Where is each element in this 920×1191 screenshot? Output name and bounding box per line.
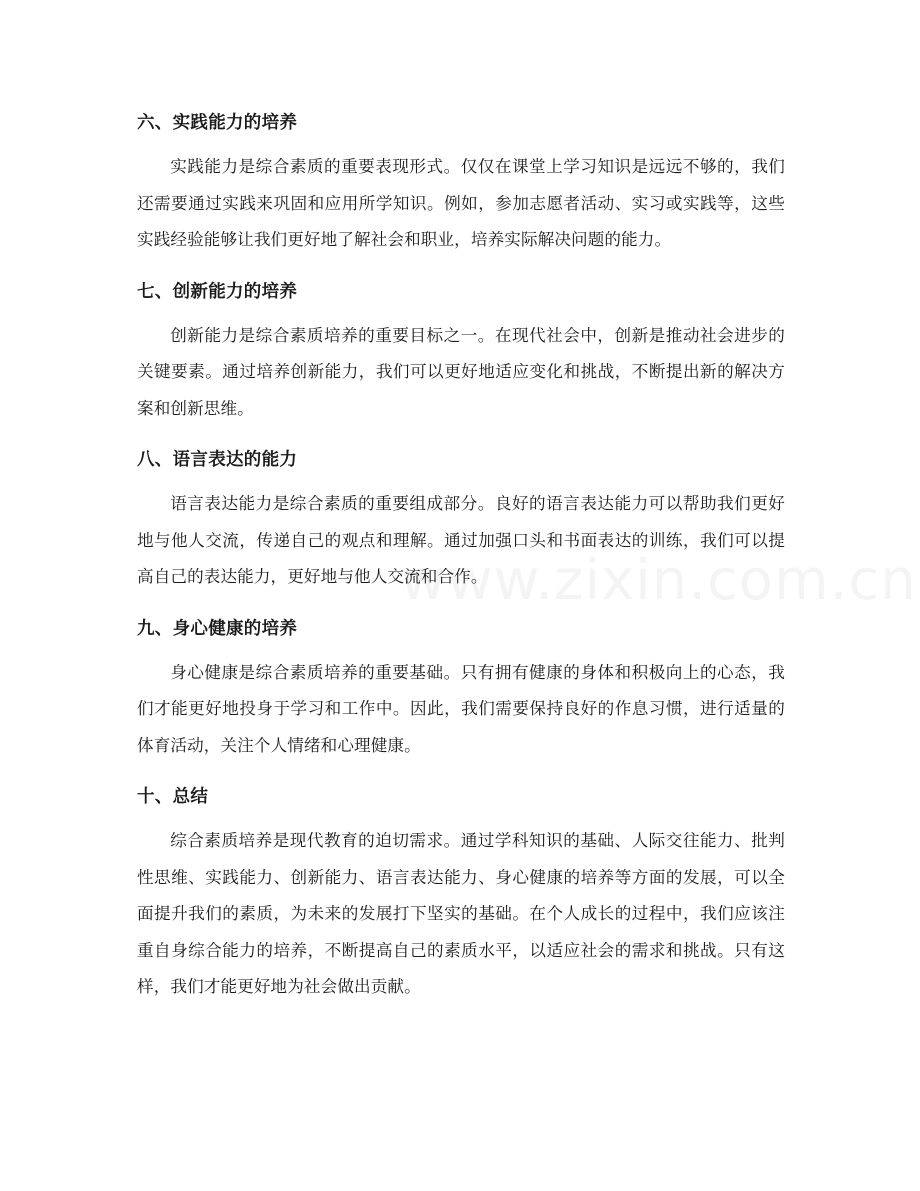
section-paragraph: 身心健康是综合素质培养的重要基础。只有拥有健康的身体和积极向上的心态，我们才能更好地投身于学习和工作中。因此，我们需要保持良好的作息习惯，进行适量的体育活动，关注个人情绪和心理健康。 <box>137 662 785 755</box>
section-summary <box>137 778 785 1006</box>
section-heading: 七、创新能力的培养 <box>137 281 298 302</box>
document-content <box>137 104 785 1020</box>
section-paragraph: 综合素质培养是现代教育的迫切需求。通过学科知识的基础、人际交往能力、批判性思维、实践能力、创新能力、语言表达能力、身心健康的培养等方面的发展，可以全面提升我们的素质，为未来的发展打下坚实的基础。在个人成长的过程中，我们应该注重自身综合能力的培养，不断提高自己的素质水平，以适应社会的需求和挑战。只有这样，我们才能更好地为社会做出贡献。 <box>137 831 785 996</box>
section-paragraph: 语言表达能力是综合素质的重要组成部分。良好的语言表达能力可以帮助我们更好地与他人交流，传递自己的观点和理解。通过加强口头和书面表达的训练，我们可以提高自己的表达能力，更好地与他人交流和合作。 <box>137 494 785 586</box>
section-health <box>137 610 785 765</box>
section-practice <box>137 104 785 259</box>
section-heading: 六、实践能力的培养 <box>137 113 298 133</box>
section-heading: 十、总结 <box>137 787 209 807</box>
section-heading: 九、身心健康的培养 <box>137 618 298 639</box>
section-paragraph: 创新能力是综合素质培养的重要目标之一。在现代社会中，创新是推动社会进步的关键要素。通过培养创新能力，我们可以更好地适应变化和挑战，不断提出新的解决方案和创新思维。 <box>137 325 785 418</box>
section-paragraph: 实践能力是综合素质的重要表现形式。仅仅在课堂上学习知识是远远不够的，我们还需要通过实践来巩固和应用所学知识。例如，参加志愿者活动、实习或实践等，这些实践经验能够让我们更好地了解社会和职业，培养实际解决问题的能力。 <box>137 157 785 249</box>
section-heading: 八、语言表达的能力 <box>137 450 298 470</box>
section-language <box>137 441 785 596</box>
section-innovation <box>137 273 785 428</box>
